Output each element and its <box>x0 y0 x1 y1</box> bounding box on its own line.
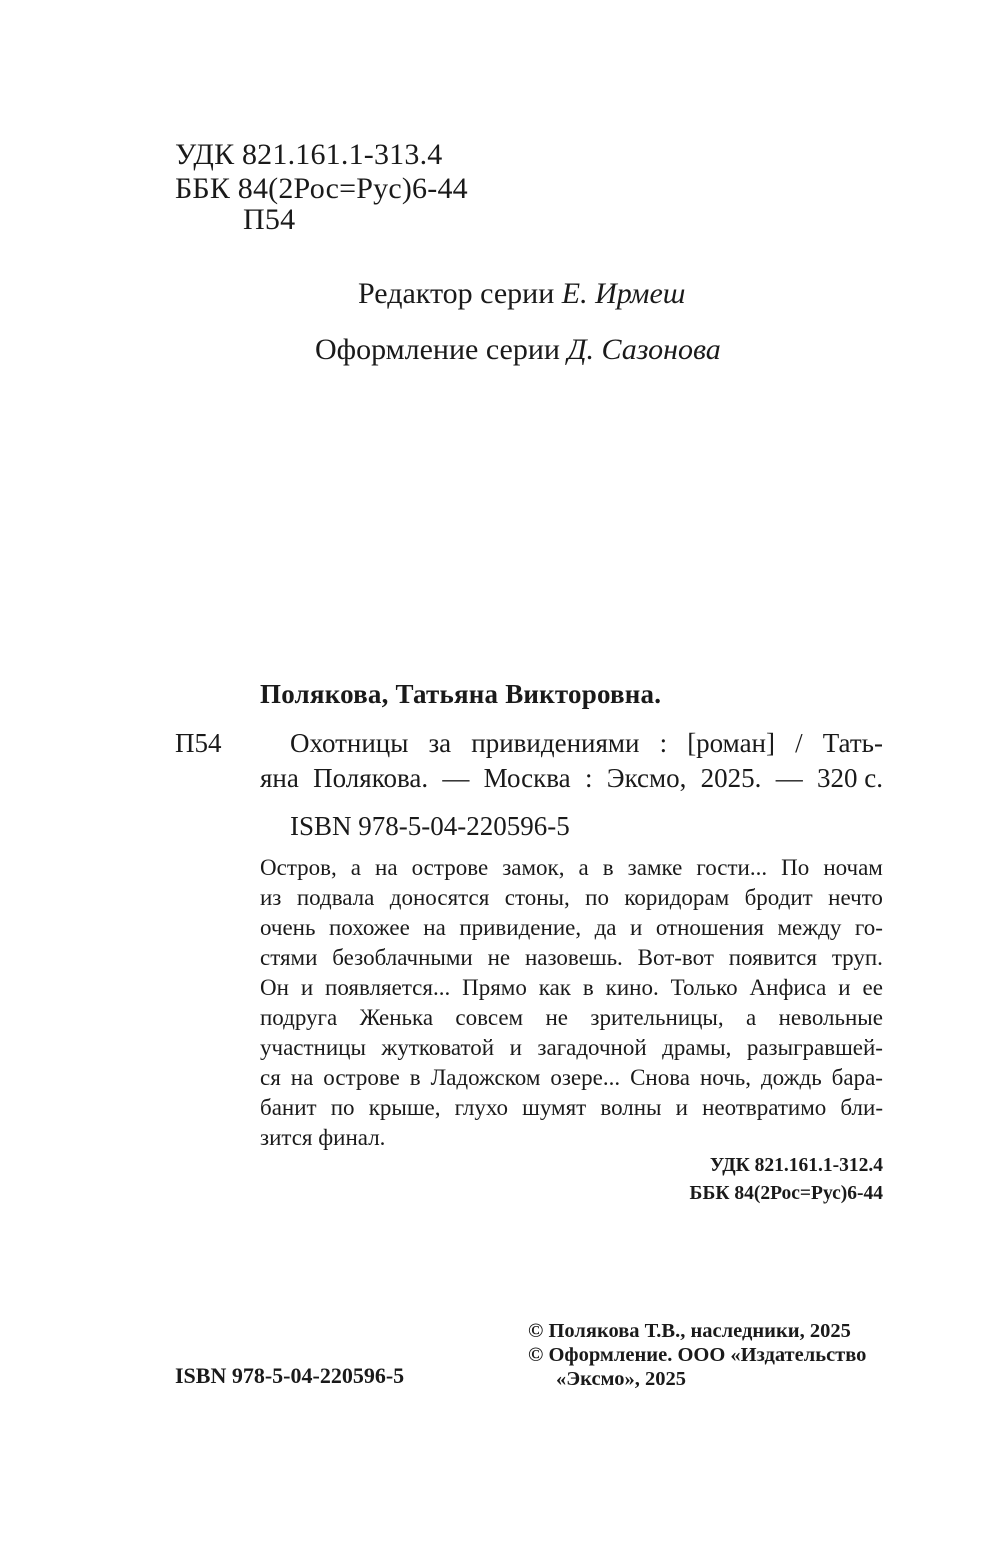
annotation-line <box>260 973 883 1003</box>
annotation-last-line: зится финал. <box>260 1125 386 1150</box>
word: дождь <box>760 1065 822 1090</box>
series-design-credit <box>315 333 721 367</box>
bbk-code-top: ББК 84(2Рос=Рус)6-44 <box>175 172 468 205</box>
word: замке <box>627 855 683 880</box>
word: ее <box>862 975 883 1000</box>
word: яна <box>260 763 299 793</box>
series-editor-label: Редактор серии <box>358 277 555 310</box>
word: ночь, <box>699 1065 751 1090</box>
word: и <box>300 975 314 1000</box>
word: 320 с. <box>817 763 883 793</box>
annotation-line <box>260 1033 883 1063</box>
word: нечто <box>828 885 883 910</box>
udk-code-bottom: УДК 821.161.1-312.4 <box>709 1155 883 1176</box>
udk-code-top: УДК 821.161.1-313.4 <box>175 138 443 171</box>
word: го- <box>854 915 883 940</box>
word: стоны, <box>504 885 570 910</box>
word: Эксмо, <box>606 763 687 793</box>
word: похожее <box>328 915 410 940</box>
isbn-bottom: ISBN 978-5-04-220596-5 <box>175 1363 405 1388</box>
word: на <box>290 1065 314 1090</box>
word: появляется... <box>325 975 451 1000</box>
word: острове <box>323 1065 400 1090</box>
word: по <box>585 885 609 910</box>
bib-title-line-2 <box>260 762 883 794</box>
annotation-line <box>260 1003 883 1033</box>
word: а <box>578 855 589 880</box>
word: и <box>838 975 851 1000</box>
word: привидение, <box>459 915 582 940</box>
word: между <box>777 915 842 940</box>
word: за <box>428 728 452 758</box>
word: Снова <box>630 1065 690 1090</box>
word: Ладожском <box>430 1065 541 1090</box>
word: : <box>584 763 593 793</box>
word: Только <box>670 975 738 1000</box>
author-mark-top: П54 <box>243 203 296 236</box>
word: — <box>775 763 803 793</box>
word: : <box>659 728 668 758</box>
word: по <box>330 1095 355 1120</box>
word: По <box>781 855 810 880</box>
copyright-design: © Оформление. ООО «Издательство <box>528 1344 867 1366</box>
word: жутковатой <box>381 1035 495 1060</box>
word: из <box>260 885 282 910</box>
word: Москва <box>483 763 571 793</box>
word: а <box>746 1005 757 1030</box>
word: бродит <box>744 885 813 910</box>
word: Он <box>260 975 289 1000</box>
word: зрительницы, <box>590 1005 724 1030</box>
word: отношения <box>655 915 764 940</box>
word: доносятся <box>389 885 490 910</box>
series-editor-credit <box>358 277 685 311</box>
word: участницы <box>260 1035 366 1060</box>
word: Анфиса <box>749 975 827 1000</box>
word: Тать- <box>822 728 883 758</box>
word: шумят <box>522 1095 587 1120</box>
word: загадочной <box>537 1035 647 1060</box>
word: острове <box>411 855 489 880</box>
word: и <box>675 1095 688 1120</box>
word: не <box>487 945 511 970</box>
word: в <box>582 975 594 1000</box>
series-design-name: Д. Сазонова <box>567 333 721 366</box>
word: появится <box>728 945 817 970</box>
word: как <box>538 975 571 1000</box>
bib-title-line-1 <box>290 727 883 759</box>
word: глухо <box>454 1095 508 1120</box>
word: и <box>630 915 643 940</box>
word: подруга <box>260 1005 338 1030</box>
annotation-line <box>260 1063 883 1093</box>
word: Женька <box>359 1005 434 1030</box>
word: безоблачными <box>332 945 473 970</box>
word: Остров, <box>260 855 337 880</box>
word: на <box>423 915 446 940</box>
word: невольные <box>778 1005 883 1030</box>
word: банит <box>260 1095 317 1120</box>
word: Прямо <box>462 975 527 1000</box>
word: совсем <box>455 1005 524 1030</box>
word: очень <box>260 915 316 940</box>
word: и <box>509 1035 522 1060</box>
word: стями <box>260 945 318 970</box>
word: на <box>375 855 398 880</box>
word: драмы, <box>662 1035 732 1060</box>
word: / <box>795 728 803 758</box>
copyright-design-cont: «Эксмо», 2025 <box>556 1368 686 1390</box>
word: труп. <box>831 945 883 970</box>
word: Охотницы <box>290 728 409 758</box>
series-editor-name: Е. Ирмеш <box>561 277 686 310</box>
word: бли- <box>840 1095 883 1120</box>
word: неотвратимо <box>702 1095 827 1120</box>
annotation-line <box>260 883 883 913</box>
word: в <box>409 1065 421 1090</box>
word: да <box>594 915 617 940</box>
word: крыше, <box>368 1095 441 1120</box>
word: гости... <box>696 855 768 880</box>
word: подвала <box>296 885 375 910</box>
word: коридорам <box>624 885 730 910</box>
word: — <box>442 763 470 793</box>
word: замок, <box>502 855 565 880</box>
word: в <box>602 855 614 880</box>
series-design-label: Оформление серии <box>315 333 560 366</box>
word: Вот-вот <box>637 945 714 970</box>
bbk-code-bottom: ББК 84(2Рос=Рус)6-44 <box>689 1183 883 1204</box>
copyright-author: © Полякова Т.В., наследники, 2025 <box>528 1320 851 1342</box>
word: озере... <box>550 1065 621 1090</box>
word: 2025. <box>700 763 762 793</box>
word: кино. <box>605 975 659 1000</box>
annotation-line <box>260 943 883 973</box>
annotation-line <box>260 913 883 943</box>
word: ся <box>260 1065 281 1090</box>
word: волны <box>600 1095 662 1120</box>
word: ночам <box>823 855 883 880</box>
word: бара- <box>831 1065 883 1090</box>
word: Полякова. <box>313 763 429 793</box>
isbn-bib: ISBN 978-5-04-220596-5 <box>290 811 570 841</box>
word: привидениями <box>471 728 640 758</box>
annotation-line <box>260 1093 883 1123</box>
author-mark-bib: П54 <box>175 728 222 758</box>
word: а <box>350 855 362 880</box>
word: назовешь. <box>524 945 623 970</box>
word: разыгравшей- <box>746 1035 883 1060</box>
word: [роман] <box>687 728 775 758</box>
author-heading: Полякова, Татьяна Викторовна. <box>260 679 662 709</box>
word: не <box>545 1005 569 1030</box>
annotation-line <box>260 853 883 883</box>
